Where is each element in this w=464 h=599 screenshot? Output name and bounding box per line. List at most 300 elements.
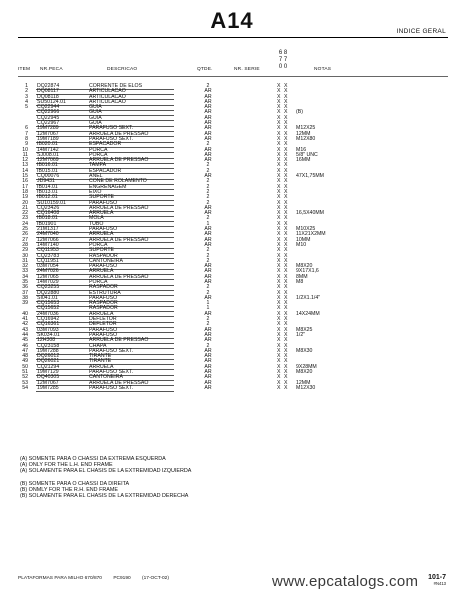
- row-part-number: CQ23783: [37, 252, 60, 259]
- row-item: 23: [22, 215, 28, 222]
- row-model-870: X: [284, 252, 288, 259]
- row-description: PARAFUSO SEXT.: [89, 125, 134, 132]
- row-part-number: DQ22874: [37, 83, 60, 89]
- row-notes: M8: [296, 278, 304, 285]
- row-model-870: X: [284, 109, 288, 116]
- row-description: RASPADOR: [89, 305, 118, 312]
- row-model-670: X: [277, 204, 281, 211]
- row-quantity: 2: [206, 178, 210, 185]
- row-description: PARAFUSO: [89, 294, 118, 301]
- row-item: 24: [22, 220, 28, 227]
- row-item: 1: [25, 83, 28, 89]
- column-header-part-number: NR.PECA: [40, 67, 63, 72]
- row-part-number: IB014.01: [37, 183, 58, 190]
- table-row: [0, 386, 464, 391]
- row-model-870: X: [284, 88, 288, 95]
- row-description: GUIA: [89, 120, 102, 127]
- row-model-870: X: [284, 125, 288, 132]
- row-item: 25: [22, 226, 28, 233]
- row-quantity: 2: [206, 199, 210, 206]
- row-model-870: X: [284, 183, 288, 190]
- row-part-number: DQ08118: [37, 93, 59, 100]
- row-notes: 16,5X40MM: [296, 210, 324, 217]
- row-quantity: 2: [206, 321, 210, 328]
- row-quantity: AR: [204, 268, 212, 275]
- row-model-670: X: [277, 316, 281, 323]
- page-number-sub: #N413: [433, 581, 446, 586]
- footer-date: (17-OCT-02): [142, 576, 169, 581]
- row-model-670: X: [277, 146, 281, 153]
- row-part-number: 19M7285: [37, 384, 59, 391]
- row-description: GUIA: [89, 104, 102, 111]
- row-model-870: X: [284, 342, 288, 349]
- row-part-number: CQ21294: [37, 363, 60, 370]
- row-quantity: AR: [204, 93, 212, 100]
- row-part-number: CQ22967: [37, 120, 60, 127]
- row-item: 15: [22, 173, 28, 180]
- row-model-670: X: [277, 278, 281, 285]
- row-notes: M16: [296, 146, 307, 153]
- row-model-870: X: [284, 199, 288, 206]
- row-part-number: JD9431: [37, 178, 55, 185]
- row-description: ARRUELA: [89, 363, 114, 370]
- row-item: 32: [22, 263, 28, 270]
- row-notes: 8MM: [296, 273, 308, 280]
- footer-title: PLATAFORMAS PARA MILHO 670/870: [18, 576, 102, 581]
- header-rule: [18, 37, 448, 38]
- row-notes: 16MM: [296, 157, 311, 164]
- row-part-number: 14M7140: [37, 241, 59, 248]
- row-description: ARTICULACAO: [89, 93, 126, 100]
- row-item: 27: [22, 236, 28, 243]
- row-item: 6: [25, 125, 28, 132]
- row-description: ARRUELA DE PRESSAO: [89, 236, 149, 243]
- row-description: ARRUELA DE PRESSAO: [89, 337, 149, 344]
- row-model-670: X: [277, 167, 281, 174]
- row-item: 2: [25, 88, 28, 95]
- footer-code: PC9190: [113, 576, 131, 581]
- column-header-notes: NOTAS: [314, 67, 332, 72]
- row-notes: 11X21X2MM: [296, 231, 326, 238]
- row-part-number: 14M7142: [37, 146, 59, 153]
- row-model-670: X: [277, 88, 281, 95]
- row-part-number: IB020.01: [37, 141, 58, 148]
- model-code-row: [276, 50, 290, 57]
- row-model-670: X: [277, 331, 281, 338]
- row-part-number: SI041.01: [37, 294, 58, 301]
- column-header-serial: NR. SERIE: [234, 67, 260, 72]
- row-model-670: X: [277, 369, 281, 376]
- row-part-number: CQ15653: [37, 300, 60, 307]
- row-part-number: 19M7288: [37, 347, 59, 354]
- row-quantity: AR: [204, 384, 212, 391]
- row-description: ARRUELA DE PRESSAO: [89, 204, 149, 211]
- footnote: (A) SOMENTE PARA O CHASSI DA EXTREMA ESQUERDA: [20, 456, 166, 462]
- row-quantity: 2: [206, 247, 210, 254]
- row-part-number: 03M7093: [37, 326, 59, 333]
- row-quantity: AR: [204, 146, 212, 153]
- row-quantity: AR: [204, 104, 212, 111]
- row-quantity: AR: [204, 236, 212, 243]
- row-part-number: IB01901: [37, 220, 57, 227]
- row-description: EIXO: [89, 188, 102, 195]
- row-model-670: X: [277, 347, 281, 354]
- row-model-670: X: [277, 231, 281, 238]
- row-item: 42: [22, 321, 28, 328]
- row-model-870: X: [284, 220, 288, 227]
- row-quantity: AR: [204, 374, 212, 381]
- row-item: 37: [22, 289, 28, 296]
- row-item: 8: [25, 135, 28, 142]
- row-notes: (B): [296, 109, 303, 116]
- row-model-870: X: [284, 289, 288, 296]
- row-item: 9: [25, 141, 28, 148]
- row-description: PARAFUSO: [89, 226, 118, 233]
- row-part-number: CQ22944: [37, 104, 60, 111]
- row-description: PARAFUSO SEXT.: [89, 384, 134, 391]
- row-model-670: X: [277, 353, 281, 360]
- row-quantity: AR: [204, 157, 212, 164]
- row-model-670: X: [277, 300, 281, 307]
- row-model-870: X: [284, 305, 288, 312]
- footnote: (B) SOMENTE PARA O CHASSI DA DIREITA: [20, 480, 130, 487]
- row-model-670: X: [277, 220, 281, 227]
- row-model-670: X: [277, 257, 281, 264]
- row-description: PARAFUSO SEXT.: [89, 347, 134, 354]
- row-model-670: X: [277, 363, 281, 370]
- row-part-number: SJ008.01: [37, 151, 59, 158]
- row-quantity: 1: [206, 300, 210, 307]
- row-part-number: DQ40305: [37, 374, 60, 381]
- row-model-670: X: [277, 199, 281, 206]
- row-quantity: 2: [206, 141, 210, 148]
- row-notes: 5/8" UNC: [296, 151, 318, 158]
- row-description: CANTONEIRA: [89, 257, 123, 264]
- row-notes: 9X28MM: [296, 363, 317, 370]
- row-quantity: AR: [204, 109, 212, 116]
- row-model-870: X: [284, 294, 288, 301]
- row-quantity: AR: [204, 331, 212, 338]
- row-model-670: X: [277, 114, 281, 121]
- row-quantity: AR: [204, 151, 212, 158]
- row-model-670: X: [277, 326, 281, 333]
- row-model-670: X: [277, 358, 281, 365]
- row-model-870: X: [284, 268, 288, 275]
- row-model-670: X: [277, 120, 281, 127]
- model-code: 8: [283, 50, 288, 56]
- row-notes: M8X20: [296, 369, 313, 376]
- row-model-870: X: [284, 284, 288, 291]
- row-item: 52: [22, 374, 28, 381]
- row-item: 17: [22, 183, 28, 190]
- row-part-number: CQ16942: [37, 316, 60, 323]
- row-model-870: X: [284, 178, 288, 185]
- row-model-670: X: [277, 289, 281, 296]
- row-item: 34: [22, 273, 28, 280]
- row-item: 35: [22, 278, 28, 285]
- model-code: 0: [283, 64, 288, 70]
- row-model-670: X: [277, 384, 281, 391]
- row-model-670: X: [277, 305, 281, 312]
- row-item: 21: [22, 204, 28, 211]
- row-notes: M8X20: [296, 263, 313, 270]
- row-description: ARRUELA: [89, 210, 114, 217]
- row-part-number: SU10159.01: [37, 199, 66, 206]
- row-model-870: X: [284, 347, 288, 354]
- row-notes: M8X30: [296, 347, 313, 354]
- row-part-number: 12M7069: [37, 157, 59, 164]
- row-quantity: 2: [206, 83, 210, 89]
- row-quantity: 2: [206, 316, 210, 323]
- row-quantity: AR: [204, 173, 212, 180]
- row-item: 18: [22, 188, 28, 195]
- row-description: PORCA: [89, 241, 108, 248]
- row-description: ARRUELA: [89, 268, 114, 275]
- row-item: 20: [22, 199, 28, 206]
- footer: [18, 576, 179, 581]
- row-model-670: X: [277, 284, 281, 291]
- row-model-670: X: [277, 141, 281, 148]
- row-model-870: X: [284, 146, 288, 153]
- row-quantity: AR: [204, 379, 212, 386]
- row-model-870: X: [284, 130, 288, 137]
- row-model-870: X: [284, 337, 288, 344]
- row-quantity: 1: [206, 305, 210, 312]
- row-description: DEFLETOR: [89, 316, 117, 323]
- row-part-number: DQ08117: [37, 88, 59, 95]
- row-description: ESPACADOR: [89, 141, 122, 148]
- row-description: ENGRENAGEM: [89, 183, 127, 190]
- row-model-670: X: [277, 194, 281, 201]
- row-part-number: CQ22945: [37, 114, 60, 121]
- model-code: 6: [278, 50, 283, 56]
- row-quantity: 2: [206, 194, 210, 201]
- row-item: 36: [22, 284, 28, 291]
- row-notes: 14X24MM: [296, 310, 320, 317]
- row-model-870: X: [284, 247, 288, 254]
- row-part-number: DQ26012: [37, 353, 60, 360]
- row-item: 33: [22, 268, 28, 275]
- row-model-670: X: [277, 83, 281, 89]
- page-number: [428, 574, 446, 586]
- row-item: 26: [22, 231, 28, 238]
- row-notes: M12X80: [296, 135, 316, 142]
- row-description: CONE DE ROLAMENTO: [89, 178, 147, 185]
- page-title: A14: [210, 8, 254, 33]
- row-model-670: X: [277, 93, 281, 100]
- row-part-number: CQ11951: [37, 257, 59, 264]
- row-part-number: CQ16408: [37, 210, 60, 217]
- row-model-870: X: [284, 374, 288, 381]
- row-description: ARTICULACAO: [89, 98, 126, 105]
- row-description: ARRUELA: [89, 231, 114, 238]
- row-model-670: X: [277, 178, 281, 185]
- row-quantity: AR: [204, 337, 212, 344]
- row-model-870: X: [284, 231, 288, 238]
- row-model-870: X: [284, 157, 288, 164]
- model-code: 7: [278, 57, 283, 63]
- row-description: GUIA: [89, 109, 102, 116]
- row-part-number: 24M7026: [37, 268, 59, 275]
- row-notes: M8X25: [296, 326, 313, 333]
- row-part-number: CQ23255: [37, 284, 60, 291]
- row-quantity: AR: [204, 120, 212, 127]
- row-model-870: X: [284, 278, 288, 285]
- footnotes: [20, 456, 191, 499]
- row-model-670: X: [277, 173, 281, 180]
- row-quantity: 1: [206, 220, 210, 227]
- row-part-number: 24M7040: [37, 231, 59, 238]
- row-model-870: X: [284, 188, 288, 195]
- row-part-number: 12H308: [37, 337, 56, 344]
- row-model-670: X: [277, 241, 281, 248]
- row-model-870: X: [284, 300, 288, 307]
- row-item: 3: [25, 93, 28, 100]
- row-description: DEFLETOR: [89, 321, 117, 328]
- row-quantity: AR: [204, 363, 212, 370]
- row-part-number: CQ00076: [37, 173, 60, 180]
- row-notes: 9X17X1,6: [296, 268, 319, 275]
- row-model-670: X: [277, 374, 281, 381]
- row-model-870: X: [284, 241, 288, 248]
- row-model-870: X: [284, 353, 288, 360]
- row-description: ARRUELA: [89, 310, 114, 317]
- row-item: 30: [22, 252, 28, 259]
- row-quantity: AR: [204, 358, 212, 365]
- row-item: 43: [22, 326, 28, 333]
- row-model-670: X: [277, 125, 281, 132]
- row-quantity: AR: [204, 204, 212, 211]
- row-model-870: X: [284, 379, 288, 386]
- row-model-870: X: [284, 369, 288, 376]
- row-description: GUIA: [89, 114, 102, 121]
- page-number-value: 101-7: [428, 574, 446, 581]
- row-model-670: X: [277, 310, 281, 317]
- row-description: PARAFUSO: [89, 199, 118, 206]
- row-model-670: X: [277, 379, 281, 386]
- row-part-number: 21M1317: [37, 226, 59, 233]
- row-model-870: X: [284, 236, 288, 243]
- row-part-number: 12M7067: [37, 130, 59, 137]
- row-model-870: X: [284, 141, 288, 148]
- row-quantity: AR: [204, 273, 212, 280]
- column-header-description: DESCRICAO: [107, 67, 138, 72]
- row-model-670: X: [277, 263, 281, 270]
- row-quantity: 2: [206, 167, 210, 174]
- row-model-670: X: [277, 226, 281, 233]
- row-description: TUBO: [89, 220, 104, 227]
- model-code-row: [276, 64, 290, 71]
- row-quantity: AR: [204, 347, 212, 354]
- row-model-670: X: [277, 135, 281, 142]
- row-model-870: X: [284, 321, 288, 328]
- row-part-number: SU50124.01: [37, 98, 66, 105]
- row-part-number: CQ23426: [37, 204, 60, 211]
- row-model-870: X: [284, 135, 288, 142]
- row-description: ARTICULACAO: [89, 88, 126, 95]
- row-part-number: 14M7029: [37, 278, 59, 285]
- row-quantity: 2: [206, 284, 210, 291]
- row-item: 49: [22, 358, 28, 365]
- row-model-670: X: [277, 157, 281, 164]
- row-quantity: 2: [206, 257, 210, 264]
- row-model-870: X: [284, 263, 288, 270]
- row-item: 22: [22, 210, 28, 217]
- row-model-670: X: [277, 130, 281, 137]
- row-part-number: 19M7129: [37, 369, 59, 376]
- row-model-670: X: [277, 109, 281, 116]
- row-item: 31: [22, 257, 28, 264]
- row-item: 7: [25, 130, 28, 137]
- row-description: TIRANTE: [89, 358, 112, 365]
- row-item: 45: [22, 337, 28, 344]
- row-model-870: X: [284, 273, 288, 280]
- footnote: (B) SOLAMENTE PARA EL CHASIS DE LA EXTREMIDAD DERECHA: [20, 493, 189, 500]
- row-part-number: DQ22880: [37, 289, 60, 296]
- row-item: 44: [22, 331, 28, 338]
- row-description: RASPADOR: [89, 284, 118, 291]
- row-item: 51: [22, 369, 28, 376]
- row-model-870: X: [284, 331, 288, 338]
- row-part-number: CQ16361: [37, 321, 60, 328]
- row-model-670: X: [277, 321, 281, 328]
- row-notes: 47X1,75MM: [296, 173, 324, 180]
- row-description: ARRUELA DE PRESSAO: [89, 130, 149, 137]
- row-quantity: AR: [204, 226, 212, 233]
- row-part-number: CQ15652: [37, 305, 60, 312]
- row-description: PARAFUSO: [89, 263, 118, 270]
- row-description: ESTRUTURA: [89, 289, 121, 296]
- model-code: 0: [278, 64, 283, 70]
- row-description: RASPADOR: [89, 252, 118, 259]
- row-item: 13: [22, 162, 28, 169]
- row-part-number: 24M7036: [37, 310, 59, 317]
- row-model-670: X: [277, 268, 281, 275]
- row-model-670: X: [277, 188, 281, 195]
- row-item: 10: [22, 146, 28, 153]
- row-item: 11: [22, 151, 28, 158]
- model-codes: [276, 50, 290, 71]
- row-item: 53: [22, 379, 28, 386]
- row-description: PARAFUSO SEXT.: [89, 369, 134, 376]
- row-quantity: AR: [204, 88, 212, 95]
- row-description: CHAPA: [89, 342, 107, 349]
- row-model-870: X: [284, 358, 288, 365]
- row-model-870: X: [284, 162, 288, 169]
- row-model-670: X: [277, 98, 281, 105]
- row-model-870: X: [284, 310, 288, 317]
- row-model-870: X: [284, 257, 288, 264]
- row-part-number: DQ26021: [37, 358, 60, 365]
- row-model-870: X: [284, 114, 288, 121]
- footnote: (A) SOLAMENTE PARA EL CHASIS DE LA EXTREMIDAD IZQUIERDA: [20, 468, 192, 475]
- row-notes: M10: [296, 241, 307, 248]
- footnote: (A) ONLY FOR THE L.H. END FRAME: [20, 462, 113, 469]
- row-item: 50: [22, 363, 28, 370]
- row-description: PARAFUSO SEXT.: [89, 135, 134, 142]
- row-part-number: 19M7289: [37, 125, 59, 132]
- row-item: 46: [22, 342, 28, 349]
- row-quantity: 2: [206, 162, 210, 169]
- row-description: ARRUELA DE PRESSAO: [89, 379, 149, 386]
- row-quantity: AR: [204, 114, 212, 121]
- row-part-number: CQ23158: [37, 342, 60, 349]
- row-description: PORCA: [89, 278, 108, 285]
- row-model-870: X: [284, 363, 288, 370]
- section-title: INDICE GERAL: [396, 28, 446, 35]
- row-item: 41: [22, 316, 28, 323]
- row-description: PARAFUSO: [89, 331, 118, 338]
